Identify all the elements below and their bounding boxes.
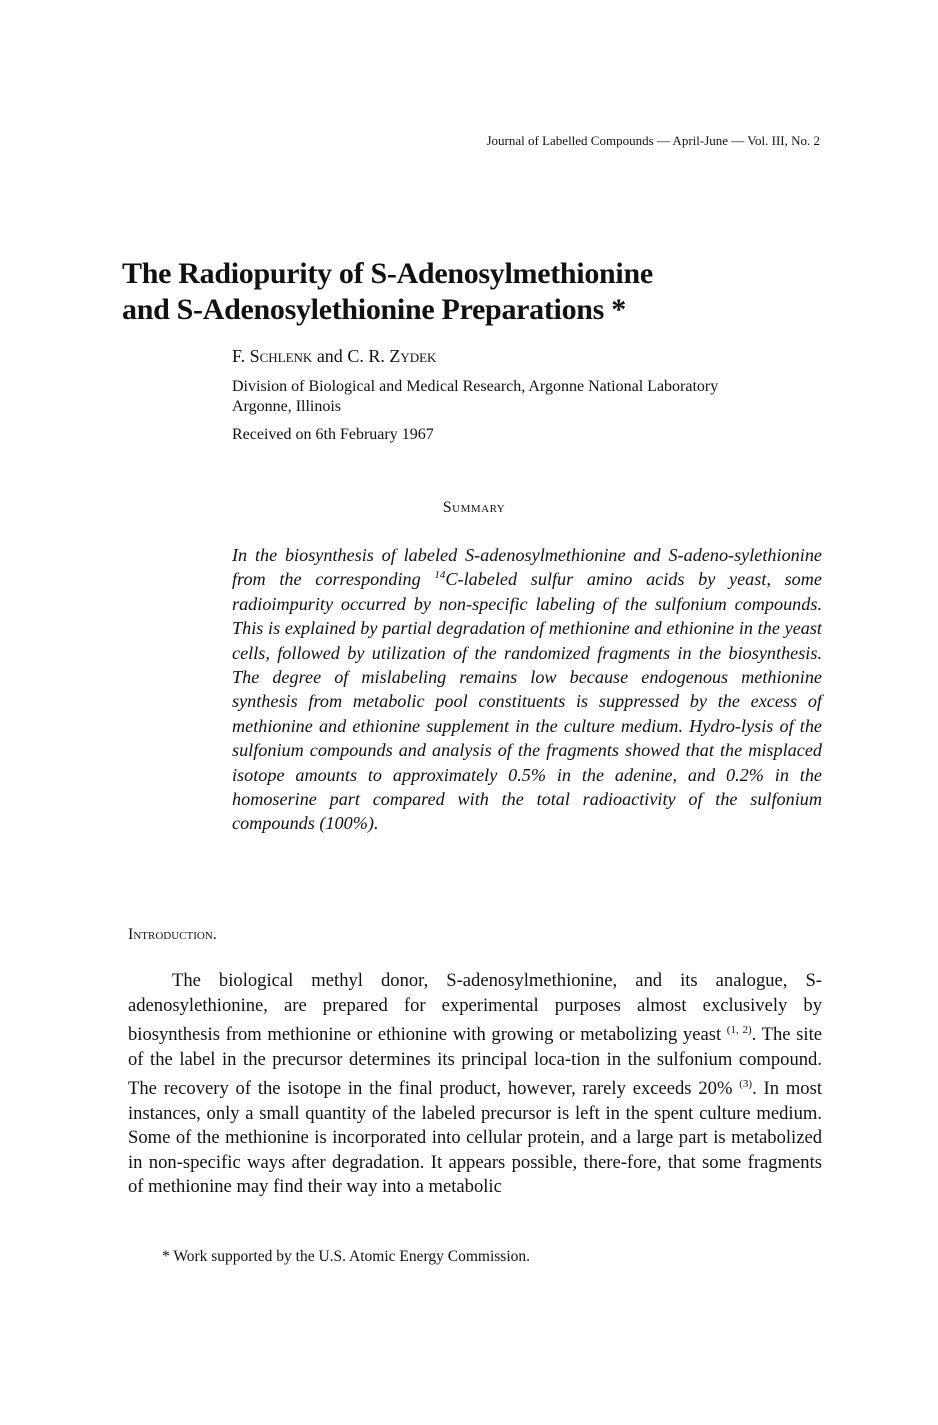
authors	[232, 346, 436, 367]
journal-header: Journal of Labelled Compounds — April-June — Vol. III, No. 2	[486, 133, 820, 148]
affiliation-line-1: Division of Biological and Medical Research, Argonne National Laboratory	[232, 378, 719, 395]
intro-text-c: . In most instances, only a small quantity of the labeled precursor is left in the spent culture medium. Some of the methionine is incorporated into cellular protein, and a large part is metabolized in non-specific ways after degradation. It appears possible, there-fore, that some fragments of methionine may find their way into a metabolic	[128, 1078, 822, 1198]
reference-3: (3)	[739, 1078, 753, 1091]
author-2-initial: C. R.	[347, 346, 385, 366]
summary-text	[232, 543, 822, 836]
intro-text-a: The biological methyl donor, S-adenosylmethionine, and its analogue, S-adenosylethionine, are prepared for experimental purposes almost exclusively by biosynthesis from methionine or ethionine with growing or metabolizing yeast	[128, 970, 822, 1046]
footnote: * Work supported by the U.S. Atomic Energy Commission.	[162, 1248, 531, 1265]
introduction-heading: Introduction.	[128, 926, 217, 943]
affiliation-line-2: Argonne, Illinois	[232, 398, 342, 415]
summary-text-b: C-labeled sulfur amino acids by yeast, some radioimpurity occurred by non-specific labeling of the sulfonium compounds. This is explained by partial degradation of methionine and ethionine in the yeast cells, followed by utilization of the randomized fragments in the biosynthesis. The degree of mislabeling remains low because endogenous methionine synthesis from metabolic pool constituents is suppressed by the excess of methionine and ethionine supplement in the culture medium. Hydro-lysis of the sulfonium compounds and analysis of the fragments showed that the misplaced isotope amounts to approximately 0.5% in the adenine, and 0.2% in the homoserine part compared with the total radioactivity of the sulfonium compounds (100%).	[232, 569, 822, 834]
intro-text-b: . The site of the label in the precursor determines its principal loca-tion in the sulfonium compound. The recovery of the isotope in the final product, however, rarely exceeds 20%	[128, 1024, 822, 1100]
summary-text-a: In the biosynthesis of labeled S-adenosylmethionine and S-adeno-sylethionine from the corresponding	[232, 545, 822, 590]
title-line-2: and S-Adenosylethionine Preparations *	[122, 293, 626, 326]
article-title	[122, 256, 842, 328]
title-line-1: The Radiopurity of S-Adenosylmethionine	[122, 257, 653, 290]
reference-1-2: (1, 2)	[726, 1024, 752, 1036]
received-date: Received on 6th February 1967	[232, 426, 434, 443]
introduction-paragraph	[128, 969, 822, 1200]
author-1-initial: F.	[232, 346, 246, 366]
authors-conjunction: and	[316, 346, 343, 366]
affiliation	[232, 377, 832, 417]
summary-heading: Summary	[442, 499, 506, 516]
author-2-surname: Zydek	[389, 346, 437, 366]
isotope-superscript: 14	[434, 569, 446, 582]
author-1-surname: Schlenk	[249, 346, 313, 366]
introduction-text	[128, 969, 822, 1200]
